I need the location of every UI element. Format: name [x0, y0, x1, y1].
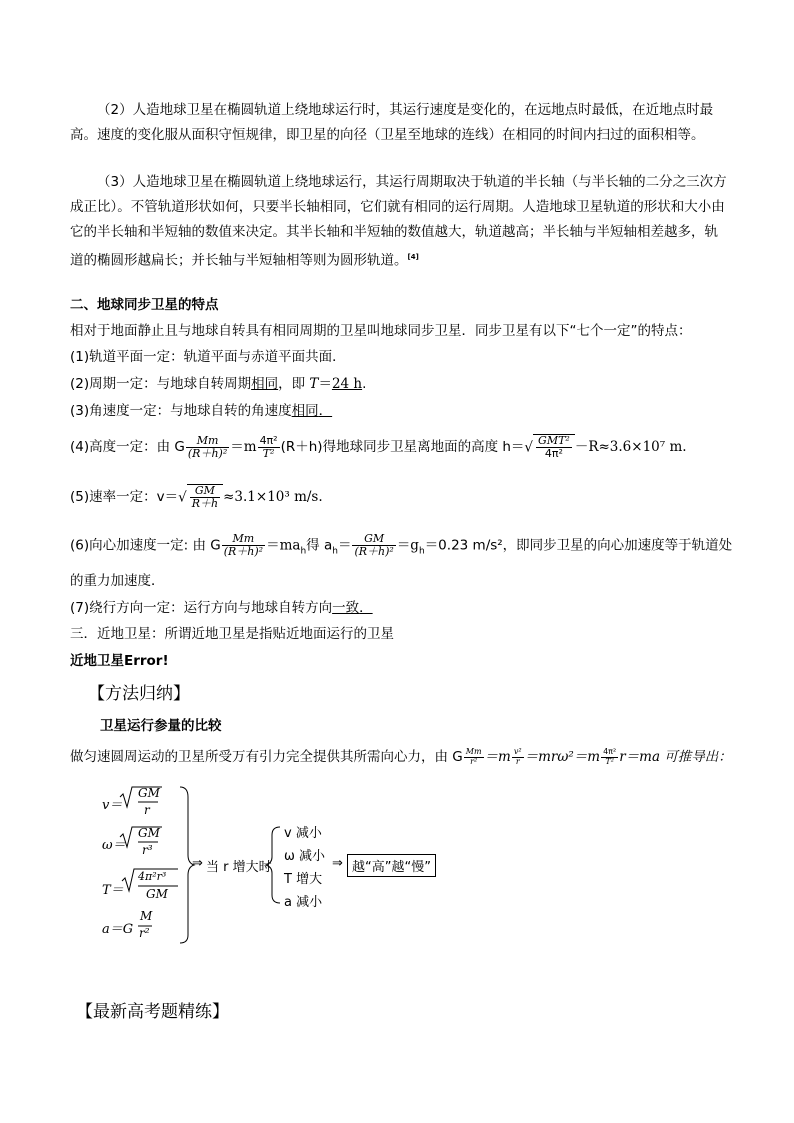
item7-prefix: (7)绕行方向一定：运行方向与地球自转方向	[70, 600, 333, 616]
item4-f2-num: 4π²	[259, 433, 278, 447]
item4-f1-den: (R＋h)²	[187, 446, 228, 460]
result-T: T 增大	[284, 872, 323, 887]
item4-f2-den: T²	[262, 446, 275, 460]
a-num: M	[140, 909, 153, 923]
a-den: r²	[139, 926, 150, 940]
item5-fraction	[190, 485, 220, 510]
item6-sub-1: h	[300, 546, 307, 557]
item6-mid2: 得 a	[306, 537, 333, 554]
item2-end: .	[362, 376, 367, 392]
T-lhs: T＝	[102, 883, 124, 898]
method-intro	[70, 746, 732, 768]
exam-practice-heading: 【最新高考题精练】	[76, 1002, 229, 1022]
T-den: GM	[146, 887, 168, 901]
v-num: GM	[138, 786, 160, 800]
item4-fraction-3	[536, 435, 572, 460]
intro-eq2: ＝mrω²＝m	[524, 749, 601, 765]
item6-fraction-1	[222, 533, 265, 558]
intro-f2-num: v²	[513, 746, 522, 756]
intro-f2-den: r	[515, 756, 520, 766]
intro-fraction-1	[464, 748, 484, 767]
condition-text: 当 r 增大时	[206, 860, 272, 875]
result-w: ω 减小	[284, 849, 326, 864]
item6-f2-num: GM	[352, 533, 395, 546]
item5-den: R＋h	[191, 497, 219, 511]
item6-f2-den: (R＋h)²	[354, 545, 394, 559]
T-num: 4π²r³	[138, 870, 167, 883]
w-den: r³	[142, 843, 153, 857]
sync-item-8: 三．近地卫星：所谓近地卫星是指贴近地面运行的卫星	[70, 626, 394, 642]
item4-prefix: (4)高度一定：由 G	[70, 439, 185, 456]
sync-item-3	[70, 400, 332, 422]
item6-fraction-2	[352, 533, 395, 558]
intro-fraction-2	[512, 748, 524, 767]
implies-arrow-2: ⇒	[332, 856, 343, 871]
item6-mid3: ＝	[337, 537, 352, 554]
paragraph-2: （2）人造地球卫星在椭圆轨道上绕地球运行时，其运行速度是变化的，在远地点时最低，在近地点时最高。速度的变化服从面积守恒规律，即卫星的向径（卫星至地球的连线）在相同的时间内扫过的面积相等。	[70, 102, 714, 143]
item3-end: ．	[318, 403, 333, 419]
sync-item-6	[70, 533, 732, 562]
sync-item-1: (1)轨道平面一定：轨道平面与赤道平面共面．	[70, 349, 346, 365]
result-v: v 减小	[284, 826, 322, 841]
result-a: a 减小	[284, 895, 323, 910]
v-den: r	[144, 803, 150, 817]
item2-mid: ，即	[278, 376, 310, 392]
item4-f1-num: Mm	[186, 435, 229, 448]
item3-same: 相同	[291, 403, 319, 419]
paragraph-3-text: （3）人造地球卫星在椭圆轨道上绕地球运行，其运行周期取决于轨道的半长轴（与半长轴的二分之三次方成正比）。不管轨道形状如何，只要半长轴相同，它们就有相同的运行周期。人造地球卫星轨道的形状和大小由它的半长轴和半短轴的数值来决定。其半长轴和半短轴的数值越大，轨道越高；半长轴与半短轴相差越多，轨道的椭圆形越扁长；并长轴与半短轴相等则为圆形轨道。	[70, 174, 727, 269]
item2-value: 24 h	[331, 376, 363, 392]
item3-prefix: (3)角速度一定：与地球自转的角速度	[70, 403, 292, 419]
sync-intro: 相对于地面静止且与地球自转具有相同周期的卫星叫地球同步卫星．同步卫星有以下“七个一定”的特点：	[70, 323, 692, 339]
a-lhs: a＝G	[102, 922, 134, 937]
item6-prefix: (6)向心加速度一定: 由 G	[70, 537, 221, 554]
sync-item-6-cont: 的重力加速度．	[70, 573, 165, 589]
item4-end: －R≈3.6×10⁷ m.	[574, 439, 687, 456]
sync-item-7	[70, 597, 373, 619]
item5-sqrt: √ $\frac{GM}{R+h}$	[178, 484, 223, 510]
sync-item-5	[70, 484, 323, 510]
section-title-sync: 二、地球同步卫星的特点	[70, 297, 219, 313]
item6-f1-den: (R＋h)²	[223, 545, 264, 559]
item4-eq: ＝m	[230, 439, 257, 456]
item6-sub-2: h	[332, 546, 338, 557]
satellite-parameter-diagram	[100, 785, 460, 950]
intro-fraction-3	[601, 748, 618, 767]
item6-f1-num: Mm	[222, 533, 265, 546]
intro-f1-den: r²	[470, 756, 478, 766]
intro-f1-num: Mm	[465, 746, 482, 756]
item6-mid4: ＝g	[396, 537, 419, 554]
item5-num: GM	[190, 485, 220, 498]
reference-mark: [4]	[407, 253, 419, 261]
sync-item-2	[70, 373, 366, 395]
w-lhs: ω＝	[102, 838, 126, 853]
item4-fraction-2	[258, 435, 280, 460]
sync-item-4	[70, 434, 687, 460]
intro-f3-num: 4π²	[603, 746, 617, 756]
intro-prefix: 做匀速圆周运动的卫星所受万有引力完全提供其所需向心力，由 G	[70, 749, 463, 765]
item5-end: ≈3.1×10³ m/s.	[223, 489, 323, 506]
intro-eq1: ＝m	[484, 749, 511, 765]
item4-sqrt: √ $\frac{\text{GMT²}}{\text{4π²}}$	[524, 434, 574, 460]
result-box: 越“高”越“慢”	[347, 854, 436, 877]
item5-prefix: (5)速率一定：v＝	[70, 489, 179, 506]
item6-sub-3: h	[418, 546, 425, 557]
paragraph-3	[70, 170, 730, 274]
method-heading: 【方法归纳】	[88, 684, 190, 704]
w-num: GM	[138, 826, 160, 840]
implies-arrow-1: ⇒	[192, 856, 203, 871]
item2-T: T	[309, 376, 319, 392]
item2-same: 相同	[251, 376, 279, 392]
item4-f3-den: 4π²	[544, 447, 563, 461]
item2-eq: ＝	[318, 376, 332, 392]
item4-mid: (R＋h)得地球同步卫星离地面的高度 h＝	[280, 439, 525, 456]
item7-end: ．	[359, 600, 373, 616]
method-subheading: 卫星运行参量的比较	[100, 718, 222, 734]
item4-fraction-1	[186, 435, 229, 460]
item6-mid1: ＝ma	[266, 537, 301, 554]
sync-item-9: 近地卫星Error!	[70, 653, 169, 669]
intro-eq3: r＝ma 可推导出：	[619, 749, 732, 765]
intro-f3-den: T²	[605, 756, 614, 766]
item7-same: 一致	[332, 600, 360, 616]
v-lhs: v＝	[102, 798, 123, 813]
item6-end: ＝0.23 m/s²，即同步卫星的向心加速度等于轨道处	[424, 537, 733, 554]
item4-f3-num: GMT²	[538, 434, 570, 447]
item2-prefix: (2)周期一定：与地球自转周期	[70, 376, 252, 392]
